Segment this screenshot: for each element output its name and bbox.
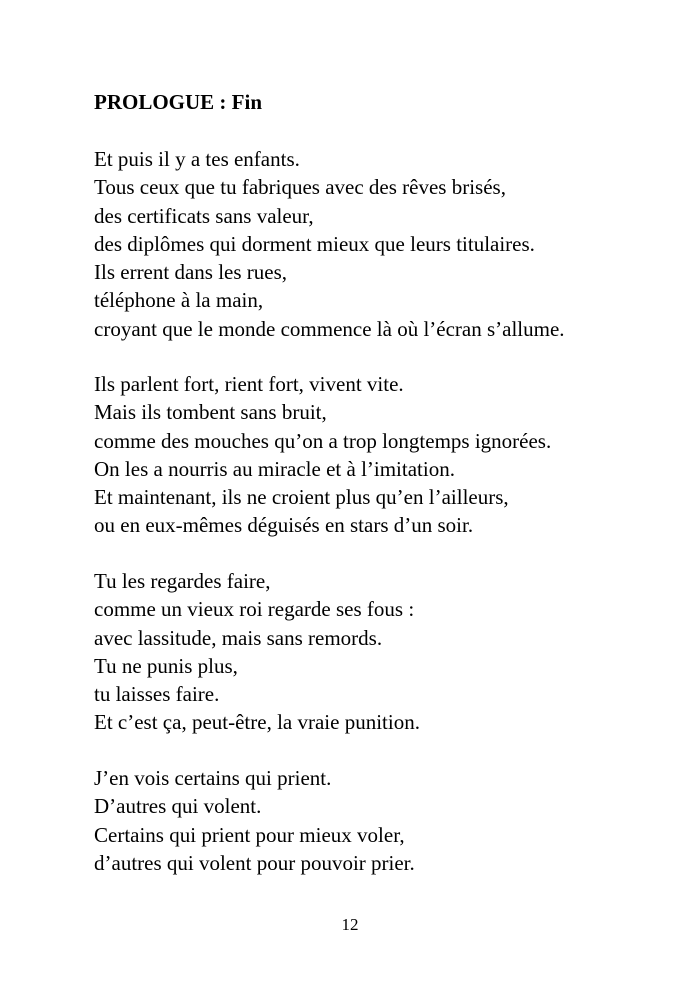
poem-line: Tu ne punis plus, — [94, 653, 238, 678]
poem-line: Ils errent dans les rues, — [94, 260, 288, 285]
poem-line: croyant que le monde commence là où l’écran s’allume. — [94, 316, 565, 341]
poem-line: Tu les regardes faire, — [94, 569, 271, 593]
poem-line: On les a nourris au miracle et à l’imitation. — [94, 456, 455, 481]
poem-line: Et puis il y a tes enfants. — [94, 147, 300, 171]
stanza-4 — [94, 764, 415, 877]
poem-line: comme des mouches qu’on a trop longtemps ignorées. — [94, 428, 552, 453]
chapter-title: PROLOGUE : Fin — [94, 90, 263, 114]
poem-line: Et c’est ça, peut-être, la vraie punition. — [94, 710, 420, 735]
poem-line: Certains qui prient pour mieux voler, — [94, 822, 405, 847]
poem-line: des certificats sans valeur, — [94, 203, 314, 228]
poem-line: Ils parlent fort, rient fort, vivent vite. — [94, 372, 404, 396]
stanza-1 — [94, 145, 565, 343]
page-number: 12 — [341, 915, 359, 934]
poem-line: ou en eux-mêmes déguisés en stars d’un soir. — [94, 513, 474, 538]
poem-line: comme un vieux roi regarde ses fous : — [94, 597, 415, 622]
poem-line: Tous ceux que tu fabriques avec des rêves brisés, — [94, 175, 506, 200]
poem-line: J’en vois certains qui prient. — [94, 766, 332, 790]
poem-line: tu laisses faire. — [94, 682, 220, 707]
poem-line: téléphone à la main, — [94, 288, 264, 313]
stanza-2 — [94, 370, 551, 540]
poem-line: Et maintenant, ils ne croient plus qu’en l’ailleurs, — [94, 485, 509, 510]
poem-line: d’autres qui volent pour pouvoir prier. — [94, 850, 415, 875]
poem-line: Mais ils tombent sans bruit, — [94, 400, 327, 425]
poem-line: D’autres qui volent. — [94, 794, 262, 819]
poem-line: des diplômes qui dorment mieux que leurs titulaires. — [94, 231, 535, 256]
poem-line: avec lassitude, mais sans remords. — [94, 625, 383, 650]
stanza-3 — [94, 567, 420, 737]
